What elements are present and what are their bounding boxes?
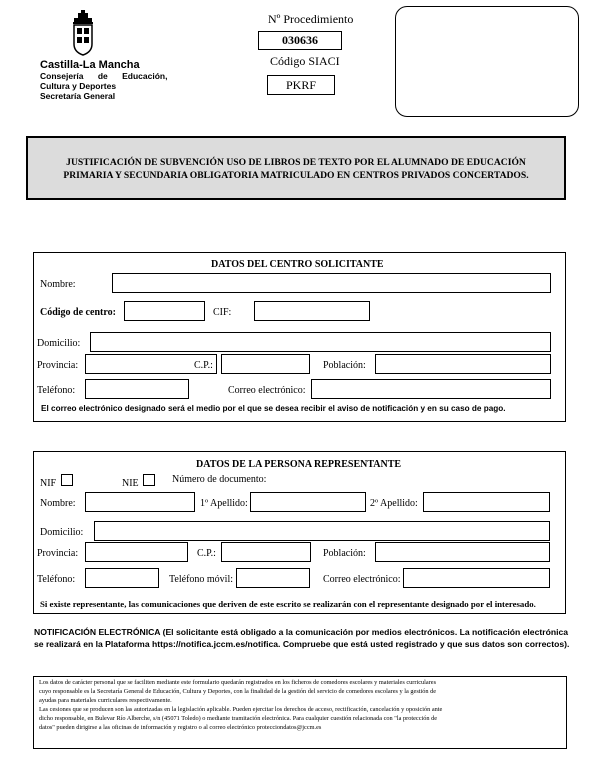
rep-correo-input[interactable] xyxy=(403,568,550,588)
rep-provincia-label: Provincia: xyxy=(37,548,79,559)
rep-apellido1-label: 1º Apellido: xyxy=(200,498,248,509)
rep-apellido2-input[interactable] xyxy=(423,492,550,512)
privacy-line-5: dicho responsable, en Bulevar Río Alberche, s/n (45071 Toledo) o mediante tramitación electrónica. Para cualquier cuestión relacionada con "la protección de xyxy=(39,715,438,722)
rep-apellido1-input[interactable] xyxy=(250,492,366,512)
rep-cp-label: C.P.: xyxy=(197,548,216,559)
centro-heading: DATOS DEL CENTRO SOLICITANTE xyxy=(211,259,384,270)
notificacion-line-2: se realizará en la Plataforma https://notifica.jccm.es/notifica. Compruebe que está usted registrado y que sus datos son correctos). xyxy=(34,639,570,649)
rep-cp-input[interactable] xyxy=(221,542,311,562)
rep-correo-label: Correo electrónico: xyxy=(323,574,401,585)
rep-telefono-input[interactable] xyxy=(85,568,159,588)
siaci-code-box xyxy=(267,75,335,95)
centro-poblacion-input[interactable] xyxy=(375,354,551,374)
rep-domicilio-input[interactable] xyxy=(94,521,550,541)
nie-label: NIE xyxy=(122,478,139,489)
centro-cif-label: CIF: xyxy=(213,307,232,318)
centro-domicilio-input[interactable] xyxy=(90,332,551,352)
representante-heading: DATOS DE LA PERSONA REPRESENTANTE xyxy=(196,459,402,470)
title-line-1: JUSTIFICACIÓN DE SUBVENCIÓN USO DE LIBROS DE TEXTO POR EL ALUMNADO DE EDUCACIÓN xyxy=(66,157,526,168)
rep-movil-input[interactable] xyxy=(236,568,310,588)
siaci-code: PKRF xyxy=(285,78,317,92)
centro-codigo-input[interactable] xyxy=(124,301,205,321)
privacy-box xyxy=(33,676,567,749)
centro-telefono-label: Teléfono: xyxy=(37,385,76,396)
centro-nombre-label: Nombre: xyxy=(40,279,76,290)
privacy-line-6: datos" pueden dirigirse a las oficinas de información y registro o al correo electrónico protecciondatos@jccm.es xyxy=(39,724,322,731)
rep-movil-label: Teléfono móvil: xyxy=(169,574,234,585)
centro-codigo-label: Código de centro: xyxy=(40,307,116,318)
privacy-line-2: cuyo responsable es la Secretaría General de Educación, Cultura y Deportes, con la finalidad de la gestión del servicio de comedores escolares y la gestión de xyxy=(39,688,437,695)
representante-note: Si existe representante, las comunicaciones que deriven de este escrito se realizarán con el representante designado por el interesado. xyxy=(40,599,536,609)
rep-telefono-label: Teléfono: xyxy=(37,574,76,585)
procedure-label: Nº Procedimiento xyxy=(268,12,354,26)
procedure-number: 030636 xyxy=(282,33,318,47)
privacy-line-1: Los datos de carácter personal que se faciliten mediante este formulario quedarán registrados en los ficheros de comedores escolares y materiales curriculares xyxy=(39,679,437,686)
registry-stamp-box xyxy=(395,6,579,117)
rep-apellido2-label: 2º Apellido: xyxy=(370,498,418,509)
brand-name: Castilla-La Mancha xyxy=(40,59,140,71)
siaci-label: Código SIACI xyxy=(270,54,340,68)
rep-poblacion-input[interactable] xyxy=(375,542,550,562)
coat-of-arms-icon xyxy=(70,10,96,56)
centro-cp-input[interactable] xyxy=(221,354,310,374)
rep-domicilio-label: Domicilio: xyxy=(40,527,84,538)
department-line-1: Consejería de Educación, xyxy=(40,71,168,81)
centro-note: El correo electrónico designado será el medio por el que se desea recibir el aviso de notificación y en su caso de pago. xyxy=(41,404,506,413)
logo xyxy=(70,10,96,56)
centro-nombre-input[interactable] xyxy=(112,273,551,293)
notificacion-line-1: NOTIFICACIÓN ELECTRÓNICA (El solicitante está obligado a la comunicación por medios electrónicos. La notificación electrónica xyxy=(34,627,569,637)
centro-provincia-label: Provincia: xyxy=(37,360,79,371)
num-doc-label: Número de documento: xyxy=(172,474,267,485)
rep-poblacion-label: Población: xyxy=(323,548,366,559)
rep-nombre-label: Nombre: xyxy=(40,498,76,509)
department-line-3: Secretaría General xyxy=(40,91,116,101)
title-line-2: PRIMARIA Y SECUNDARIA OBLIGATORIA MATRICULADO EN CENTROS PRIVADOS CONCERTADOS. xyxy=(63,170,529,181)
procedure-number-box xyxy=(258,31,342,50)
rep-provincia-input[interactable] xyxy=(85,542,188,562)
nif-checkbox[interactable] xyxy=(61,474,73,486)
rep-nombre-input[interactable] xyxy=(85,492,195,512)
centro-poblacion-label: Población: xyxy=(323,360,366,371)
centro-cp-label: C.P.: xyxy=(194,360,213,371)
centro-domicilio-label: Domicilio: xyxy=(37,338,81,349)
title-box xyxy=(26,136,566,200)
department-line-2: Cultura y Deportes xyxy=(40,81,117,91)
privacy-line-3: ayudas para materiales curriculares respectivamente. xyxy=(39,697,172,704)
privacy-line-4: Las cesiones que se producen son las autorizadas en la legislación aplicable. Pueden ejercitar los derechos de acceso, rectificación, cancelación y oposición ante xyxy=(39,706,443,713)
nif-label: NIF xyxy=(40,478,57,489)
centro-cif-input[interactable] xyxy=(254,301,370,321)
centro-correo-input[interactable] xyxy=(311,379,551,399)
centro-telefono-input[interactable] xyxy=(85,379,189,399)
centro-correo-label: Correo electrónico: xyxy=(228,385,306,396)
nie-checkbox[interactable] xyxy=(143,474,155,486)
